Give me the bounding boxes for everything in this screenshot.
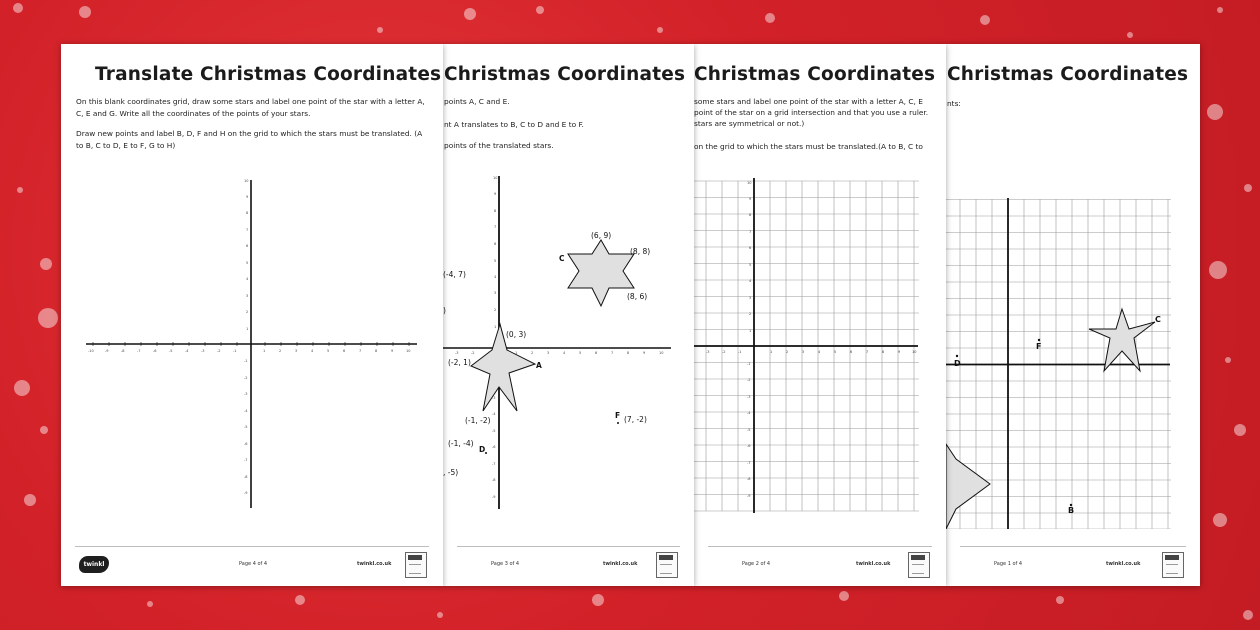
point-label: (-1, -2) bbox=[465, 416, 491, 425]
svg-text:-2: -2 bbox=[722, 350, 726, 354]
svg-text:-8: -8 bbox=[121, 349, 125, 353]
svg-text:4: 4 bbox=[246, 277, 249, 281]
point-label: (7, -2) bbox=[624, 415, 647, 424]
svg-text:-4: -4 bbox=[185, 349, 189, 353]
svg-text:-3: -3 bbox=[455, 351, 459, 355]
svg-text:6: 6 bbox=[343, 349, 346, 353]
svg-text:5: 5 bbox=[834, 350, 837, 354]
svg-text:7: 7 bbox=[749, 230, 752, 234]
svg-text:-7: -7 bbox=[747, 461, 751, 465]
svg-text:2: 2 bbox=[279, 349, 282, 353]
page-number: Page 2 of 4 bbox=[742, 561, 771, 567]
instruction-text: stars are symmetrical or not.) bbox=[694, 119, 805, 128]
instruction-text: points A, C and E. bbox=[444, 97, 510, 106]
svg-text:3: 3 bbox=[246, 294, 249, 298]
point-label: A bbox=[536, 361, 542, 370]
svg-text:2: 2 bbox=[494, 308, 497, 312]
point-label: F bbox=[1036, 342, 1042, 351]
page-number: Page 1 of 4 bbox=[994, 561, 1023, 567]
svg-text:5: 5 bbox=[327, 349, 330, 353]
point-label: C bbox=[1155, 315, 1161, 324]
svg-text:5: 5 bbox=[749, 263, 752, 267]
svg-text:4: 4 bbox=[563, 351, 566, 355]
svg-text:-6: -6 bbox=[153, 349, 157, 353]
svg-text:-1: -1 bbox=[233, 349, 237, 353]
svg-text:2: 2 bbox=[531, 351, 534, 355]
svg-text:-3: -3 bbox=[244, 392, 248, 396]
site-url: twinkl.co.uk bbox=[357, 561, 392, 567]
worksheet-page-2 bbox=[694, 44, 946, 586]
svg-text:1: 1 bbox=[263, 349, 266, 353]
svg-text:1: 1 bbox=[749, 329, 752, 333]
svg-text:-1: -1 bbox=[747, 362, 751, 366]
point-label: B bbox=[1068, 506, 1075, 515]
point-label: D bbox=[954, 359, 961, 368]
instruction-text: some stars and label one point of the star with a letter A, C, E bbox=[694, 97, 923, 106]
svg-text:4: 4 bbox=[494, 275, 497, 279]
point-label: (-1, -4) bbox=[448, 439, 474, 448]
svg-text:6: 6 bbox=[595, 351, 598, 355]
svg-text:8: 8 bbox=[494, 209, 497, 213]
partial-star-shape bbox=[946, 444, 990, 529]
svg-text:-8: -8 bbox=[747, 477, 751, 481]
svg-text:-3: -3 bbox=[492, 396, 496, 400]
svg-text:9: 9 bbox=[391, 349, 394, 353]
svg-text:7: 7 bbox=[866, 350, 869, 354]
svg-text:6: 6 bbox=[494, 242, 497, 246]
svg-text:5: 5 bbox=[494, 259, 497, 263]
quality-badge-icon bbox=[908, 552, 930, 578]
page-footer bbox=[61, 546, 443, 586]
point-label: (0, 3) bbox=[506, 330, 527, 339]
point-label: (6, 9) bbox=[591, 231, 612, 240]
svg-text:10: 10 bbox=[406, 349, 411, 353]
svg-text:-10: -10 bbox=[88, 349, 94, 353]
svg-text:-7: -7 bbox=[137, 349, 141, 353]
svg-text:-5: -5 bbox=[492, 429, 496, 433]
star-shape bbox=[1089, 309, 1155, 371]
svg-text:-6: -6 bbox=[492, 445, 496, 449]
svg-text:10: 10 bbox=[912, 350, 917, 354]
svg-text:9: 9 bbox=[643, 351, 646, 355]
svg-text:-9: -9 bbox=[492, 495, 496, 499]
svg-text:-6: -6 bbox=[747, 444, 751, 448]
svg-text:6: 6 bbox=[749, 246, 752, 250]
svg-text:-4: -4 bbox=[244, 409, 248, 413]
six-point-star-shape bbox=[568, 240, 634, 306]
point-label: D bbox=[479, 445, 486, 454]
quality-badge-icon bbox=[405, 552, 427, 578]
coordinate-graph bbox=[443, 174, 693, 514]
svg-text:-1: -1 bbox=[244, 359, 248, 363]
quality-badge-icon bbox=[656, 552, 678, 578]
worksheet-page-4 bbox=[61, 44, 443, 586]
page-footer bbox=[443, 546, 694, 586]
svg-text:-9: -9 bbox=[747, 494, 751, 498]
svg-text:-3: -3 bbox=[706, 350, 710, 354]
svg-text:8: 8 bbox=[246, 211, 249, 215]
point-label: ) bbox=[443, 306, 446, 315]
svg-text:3: 3 bbox=[547, 351, 550, 355]
svg-text:9: 9 bbox=[246, 195, 249, 199]
blank-coordinate-axes bbox=[81, 176, 421, 512]
svg-text:-3: -3 bbox=[201, 349, 205, 353]
svg-text:1: 1 bbox=[246, 327, 249, 331]
svg-text:-4: -4 bbox=[492, 412, 496, 416]
worksheet-page-1 bbox=[946, 44, 1200, 586]
svg-text:7: 7 bbox=[359, 349, 362, 353]
svg-text:3: 3 bbox=[295, 349, 298, 353]
instruction-text: nts: bbox=[947, 99, 961, 108]
svg-text:-9: -9 bbox=[244, 491, 248, 495]
instruction-text: point of the star on a grid intersection and that you use a ruler. bbox=[694, 108, 929, 117]
svg-text:8: 8 bbox=[375, 349, 378, 353]
svg-text:9: 9 bbox=[749, 197, 752, 201]
point-label: (8, 6) bbox=[627, 292, 648, 301]
point-label: , -5) bbox=[443, 468, 459, 477]
svg-text:-5: -5 bbox=[747, 428, 751, 432]
svg-text:2: 2 bbox=[749, 312, 752, 316]
svg-text:10: 10 bbox=[747, 181, 752, 185]
svg-text:8: 8 bbox=[882, 350, 885, 354]
site-url: twinkl.co.uk bbox=[856, 561, 891, 567]
point-label: F bbox=[615, 411, 621, 420]
svg-text:-2: -2 bbox=[244, 376, 248, 380]
svg-text:-5: -5 bbox=[169, 349, 173, 353]
svg-text:9: 9 bbox=[898, 350, 901, 354]
svg-text:5: 5 bbox=[579, 351, 582, 355]
instruction-text: On this blank coordinates grid, draw some stars and label one point of the star with a letter A, C, E and G. Write all the coordinates of the points of your stars. bbox=[76, 97, 425, 118]
svg-text:-3: -3 bbox=[747, 395, 751, 399]
svg-text:10: 10 bbox=[493, 176, 498, 180]
svg-text:7: 7 bbox=[246, 228, 249, 232]
twinkl-logo: twinkl bbox=[79, 556, 109, 573]
svg-text:4: 4 bbox=[311, 349, 314, 353]
svg-text:8: 8 bbox=[749, 213, 752, 217]
instruction-text: Draw new points and label B, D, F and H on the grid to which the stars must be translated. (A to B, C to D, E to F, G to H) bbox=[76, 129, 423, 150]
svg-text:10: 10 bbox=[244, 179, 249, 183]
svg-text:-8: -8 bbox=[492, 478, 496, 482]
svg-text:6: 6 bbox=[246, 244, 249, 248]
svg-text:1: 1 bbox=[494, 325, 497, 329]
worksheet-page-3 bbox=[443, 44, 694, 586]
point-label: (-4, 7) bbox=[443, 270, 466, 279]
coordinate-grid bbox=[946, 194, 1176, 529]
svg-text:1: 1 bbox=[770, 350, 773, 354]
site-url: twinkl.co.uk bbox=[603, 561, 638, 567]
site-url: twinkl.co.uk bbox=[1106, 561, 1141, 567]
page-number: Page 3 of 4 bbox=[491, 561, 520, 567]
point-label: (8, 8) bbox=[630, 247, 651, 256]
svg-text:7: 7 bbox=[611, 351, 614, 355]
instruction-text: points of the translated stars. bbox=[444, 141, 554, 150]
page-title: Christmas Coordinates bbox=[444, 64, 686, 85]
svg-text:-9: -9 bbox=[105, 349, 109, 353]
svg-text:9: 9 bbox=[494, 192, 497, 196]
svg-text:2: 2 bbox=[246, 310, 249, 314]
svg-text:1: 1 bbox=[515, 351, 518, 355]
page-title: Translate Christmas Coordinates bbox=[95, 64, 442, 85]
svg-text:6: 6 bbox=[850, 350, 853, 354]
page-number: Page 4 of 4 bbox=[239, 561, 268, 567]
svg-text:-4: -4 bbox=[747, 411, 751, 415]
svg-text:-7: -7 bbox=[244, 458, 248, 462]
instruction-text: on the grid to which the stars must be translated.(A to B, C to bbox=[694, 142, 923, 151]
point-label: (-2, 1) bbox=[448, 358, 471, 367]
quality-badge-icon bbox=[1162, 552, 1184, 578]
svg-text:-7: -7 bbox=[492, 462, 496, 466]
coordinate-grid bbox=[694, 178, 924, 514]
svg-text:2: 2 bbox=[786, 350, 789, 354]
point-label: C bbox=[559, 254, 565, 263]
svg-text:3: 3 bbox=[749, 296, 752, 300]
svg-text:5: 5 bbox=[246, 261, 249, 265]
svg-text:8: 8 bbox=[627, 351, 630, 355]
instruction-text: nt A translates to B, C to D and E to F. bbox=[444, 120, 584, 129]
svg-text:-1: -1 bbox=[738, 350, 742, 354]
svg-text:-8: -8 bbox=[244, 475, 248, 479]
svg-text:-2: -2 bbox=[471, 351, 475, 355]
svg-text:7: 7 bbox=[494, 225, 497, 229]
svg-text:10: 10 bbox=[659, 351, 664, 355]
page-title: Christmas Coordinates bbox=[947, 64, 1189, 85]
svg-text:4: 4 bbox=[818, 350, 821, 354]
svg-text:-2: -2 bbox=[747, 378, 751, 382]
svg-text:3: 3 bbox=[494, 291, 497, 295]
svg-text:3: 3 bbox=[802, 350, 805, 354]
svg-text:4: 4 bbox=[749, 279, 752, 283]
svg-text:-2: -2 bbox=[217, 349, 221, 353]
svg-text:-5: -5 bbox=[244, 425, 248, 429]
page-title: Christmas Coordinates bbox=[694, 64, 936, 85]
page-footer bbox=[946, 546, 1200, 586]
svg-text:-6: -6 bbox=[244, 442, 248, 446]
page-footer bbox=[694, 546, 946, 586]
